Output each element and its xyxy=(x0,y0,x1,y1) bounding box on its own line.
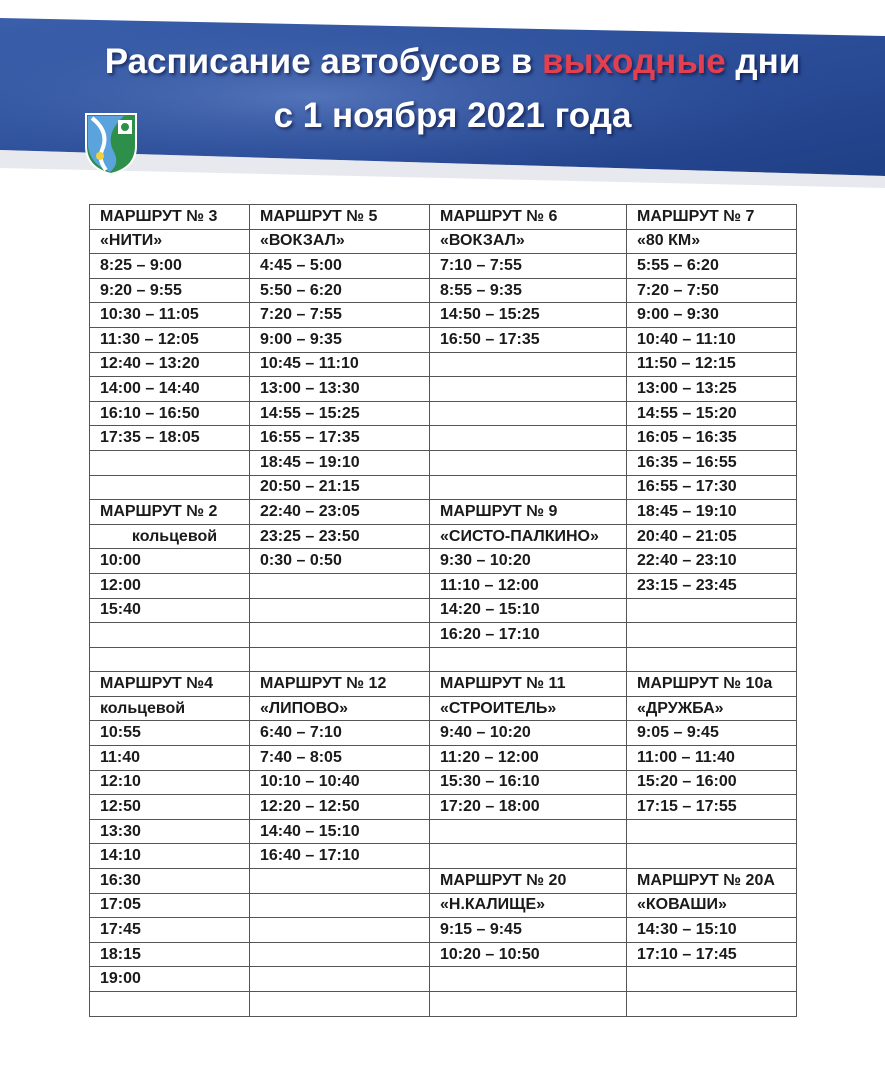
empty-cell xyxy=(90,647,250,672)
departure-time: 8:25 – 9:00 xyxy=(90,254,250,279)
route-name: «ДРУЖБА» xyxy=(627,696,797,721)
city-coat-of-arms-icon xyxy=(84,112,138,176)
departure-time: 8:55 – 9:35 xyxy=(430,278,627,303)
departure-time: 17:35 – 18:05 xyxy=(90,426,250,451)
table-row xyxy=(90,721,797,746)
route-number: МАРШРУТ № 3 xyxy=(90,205,250,230)
route-number: МАРШРУТ № 11 xyxy=(430,672,627,697)
departure-time: 10:00 xyxy=(90,549,250,574)
empty-cell xyxy=(250,623,430,648)
departure-time: 23:25 – 23:50 xyxy=(250,524,430,549)
departure-time: 15:20 – 16:00 xyxy=(627,770,797,795)
departure-time: 20:40 – 21:05 xyxy=(627,524,797,549)
empty-cell xyxy=(430,475,627,500)
empty-cell xyxy=(430,401,627,426)
departure-time: 13:00 – 13:30 xyxy=(250,377,430,402)
departure-time: 10:10 – 10:40 xyxy=(250,770,430,795)
departure-time: 10:40 – 11:10 xyxy=(627,327,797,352)
departure-time: 17:05 xyxy=(90,893,250,918)
departure-time: 7:40 – 8:05 xyxy=(250,746,430,771)
departure-time: 10:55 xyxy=(90,721,250,746)
table-row xyxy=(90,278,797,303)
table-row xyxy=(90,672,797,697)
departure-time: 12:00 xyxy=(90,573,250,598)
empty-cell xyxy=(430,352,627,377)
empty-cell xyxy=(90,992,250,1017)
departure-time: 14:55 – 15:25 xyxy=(250,401,430,426)
departure-time: 11:20 – 12:00 xyxy=(430,746,627,771)
departure-time: 10:45 – 11:10 xyxy=(250,352,430,377)
departure-time: 11:30 – 12:05 xyxy=(90,327,250,352)
route-number: МАРШРУТ №4 xyxy=(90,672,250,697)
departure-time: 9:15 – 9:45 xyxy=(430,918,627,943)
table-row xyxy=(90,819,797,844)
departure-time: 17:45 xyxy=(90,918,250,943)
route-name: «Н.КАЛИЩЕ» xyxy=(430,893,627,918)
departure-time: 19:00 xyxy=(90,967,250,992)
table-row xyxy=(90,992,797,1017)
table-row xyxy=(90,327,797,352)
departure-time: 6:40 – 7:10 xyxy=(250,721,430,746)
empty-cell xyxy=(250,992,430,1017)
departure-time: 7:20 – 7:55 xyxy=(250,303,430,328)
empty-cell xyxy=(627,647,797,672)
departure-time: 23:15 – 23:45 xyxy=(627,573,797,598)
departure-time: 9:05 – 9:45 xyxy=(627,721,797,746)
departure-time: 18:45 – 19:10 xyxy=(627,500,797,525)
route-number: МАРШРУТ № 12 xyxy=(250,672,430,697)
route-number: МАРШРУТ № 5 xyxy=(250,205,430,230)
departure-time: 14:55 – 15:20 xyxy=(627,401,797,426)
departure-time: 12:10 xyxy=(90,770,250,795)
empty-cell xyxy=(90,475,250,500)
route-number: МАРШРУТ № 6 xyxy=(430,205,627,230)
page-title-line-2: с 1 ноября 2021 года xyxy=(273,96,632,135)
route-number: МАРШРУТ № 10а xyxy=(627,672,797,697)
route-name: «ЛИПОВО» xyxy=(250,696,430,721)
empty-cell xyxy=(250,967,430,992)
table-row xyxy=(90,401,797,426)
empty-cell xyxy=(250,893,430,918)
empty-cell xyxy=(627,623,797,648)
departure-time: 14:50 – 15:25 xyxy=(430,303,627,328)
table-row xyxy=(90,524,797,549)
departure-time: 13:30 xyxy=(90,819,250,844)
empty-cell xyxy=(430,992,627,1017)
departure-time: 0:30 – 0:50 xyxy=(250,549,430,574)
empty-cell xyxy=(627,844,797,869)
departure-time: 14:40 – 15:10 xyxy=(250,819,430,844)
table-row xyxy=(90,549,797,574)
empty-cell xyxy=(90,623,250,648)
route-name: «СТРОИТЕЛЬ» xyxy=(430,696,627,721)
empty-cell xyxy=(430,450,627,475)
empty-cell xyxy=(627,967,797,992)
departure-time: 9:00 – 9:35 xyxy=(250,327,430,352)
departure-time: 16:30 xyxy=(90,869,250,894)
departure-time: 7:20 – 7:50 xyxy=(627,278,797,303)
table-row xyxy=(90,254,797,279)
empty-cell xyxy=(250,942,430,967)
departure-time: 10:20 – 10:50 xyxy=(430,942,627,967)
departure-time: 9:20 – 9:55 xyxy=(90,278,250,303)
table-row xyxy=(90,500,797,525)
empty-cell xyxy=(430,819,627,844)
table-row xyxy=(90,893,797,918)
route-name: кольцевой xyxy=(90,696,250,721)
departure-time: 17:20 – 18:00 xyxy=(430,795,627,820)
departure-time: 4:45 – 5:00 xyxy=(250,254,430,279)
route-name: «ВОКЗАЛ» xyxy=(250,229,430,254)
empty-cell xyxy=(250,918,430,943)
table-row xyxy=(90,303,797,328)
table-row xyxy=(90,918,797,943)
empty-cell xyxy=(430,967,627,992)
empty-cell xyxy=(250,869,430,894)
departure-time: 11:00 – 11:40 xyxy=(627,746,797,771)
departure-time: 7:10 – 7:55 xyxy=(430,254,627,279)
table-row xyxy=(90,450,797,475)
departure-time: 11:10 – 12:00 xyxy=(430,573,627,598)
empty-cell xyxy=(430,377,627,402)
schedule-table xyxy=(89,204,797,1017)
departure-time: 17:15 – 17:55 xyxy=(627,795,797,820)
empty-cell xyxy=(627,598,797,623)
departure-time: 15:40 xyxy=(90,598,250,623)
empty-cell xyxy=(627,819,797,844)
table-row xyxy=(90,746,797,771)
departure-time: 11:40 xyxy=(90,746,250,771)
table-row xyxy=(90,426,797,451)
route-number: МАРШРУТ № 20А xyxy=(627,869,797,894)
departure-time: 9:30 – 10:20 xyxy=(430,549,627,574)
route-number: МАРШРУТ № 2 xyxy=(90,500,250,525)
table-row xyxy=(90,598,797,623)
departure-time: 12:20 – 12:50 xyxy=(250,795,430,820)
route-number: МАРШРУТ № 20 xyxy=(430,869,627,894)
departure-time: 16:50 – 17:35 xyxy=(430,327,627,352)
table-row xyxy=(90,573,797,598)
empty-cell xyxy=(430,647,627,672)
route-name: «КОВАШИ» xyxy=(627,893,797,918)
table-row xyxy=(90,869,797,894)
departure-time: 16:05 – 16:35 xyxy=(627,426,797,451)
table-row xyxy=(90,967,797,992)
route-name: «80 КМ» xyxy=(627,229,797,254)
table-row xyxy=(90,647,797,672)
empty-cell xyxy=(250,647,430,672)
departure-time: 22:40 – 23:05 xyxy=(250,500,430,525)
departure-time: 13:00 – 13:25 xyxy=(627,377,797,402)
departure-time: 10:30 – 11:05 xyxy=(90,303,250,328)
route-name: кольцевой xyxy=(90,524,250,549)
departure-time: 16:35 – 16:55 xyxy=(627,450,797,475)
departure-time: 14:00 – 14:40 xyxy=(90,377,250,402)
route-number: МАРШРУТ № 9 xyxy=(430,500,627,525)
table-row xyxy=(90,475,797,500)
departure-time: 16:55 – 17:35 xyxy=(250,426,430,451)
table-row xyxy=(90,844,797,869)
route-name: «НИТИ» xyxy=(90,229,250,254)
empty-cell xyxy=(250,573,430,598)
departure-time: 5:50 – 6:20 xyxy=(250,278,430,303)
table-row xyxy=(90,696,797,721)
departure-time: 16:55 – 17:30 xyxy=(627,475,797,500)
departure-time: 18:15 xyxy=(90,942,250,967)
empty-cell xyxy=(250,598,430,623)
departure-time: 9:00 – 9:30 xyxy=(627,303,797,328)
table-row xyxy=(90,623,797,648)
page-title-line-1: Расписание автобусов в выходные дни xyxy=(104,42,801,81)
departure-time: 17:10 – 17:45 xyxy=(627,942,797,967)
route-name: «СИСТО-ПАЛКИНО» xyxy=(430,524,627,549)
departure-time: 11:50 – 12:15 xyxy=(627,352,797,377)
route-number: МАРШРУТ № 7 xyxy=(627,205,797,230)
departure-time: 16:10 – 16:50 xyxy=(90,401,250,426)
route-name: «ВОКЗАЛ» xyxy=(430,229,627,254)
departure-time: 12:50 xyxy=(90,795,250,820)
table-row xyxy=(90,229,797,254)
empty-cell xyxy=(430,844,627,869)
departure-time: 16:40 – 17:10 xyxy=(250,844,430,869)
departure-time: 15:30 – 16:10 xyxy=(430,770,627,795)
departure-time: 20:50 – 21:15 xyxy=(250,475,430,500)
departure-time: 22:40 – 23:10 xyxy=(627,549,797,574)
departure-time: 5:55 – 6:20 xyxy=(627,254,797,279)
departure-time: 18:45 – 19:10 xyxy=(250,450,430,475)
departure-time: 16:20 – 17:10 xyxy=(430,623,627,648)
table-row xyxy=(90,942,797,967)
departure-time: 14:20 – 15:10 xyxy=(430,598,627,623)
departure-time: 14:30 – 15:10 xyxy=(627,918,797,943)
table-row xyxy=(90,377,797,402)
empty-cell xyxy=(627,992,797,1017)
weekend-highlight: выходные xyxy=(542,42,726,81)
table-row xyxy=(90,352,797,377)
departure-time: 9:40 – 10:20 xyxy=(430,721,627,746)
departure-time: 14:10 xyxy=(90,844,250,869)
table-row xyxy=(90,770,797,795)
empty-cell xyxy=(90,450,250,475)
departure-time: 12:40 – 13:20 xyxy=(90,352,250,377)
table-row xyxy=(90,205,797,230)
empty-cell xyxy=(430,426,627,451)
table-row xyxy=(90,795,797,820)
